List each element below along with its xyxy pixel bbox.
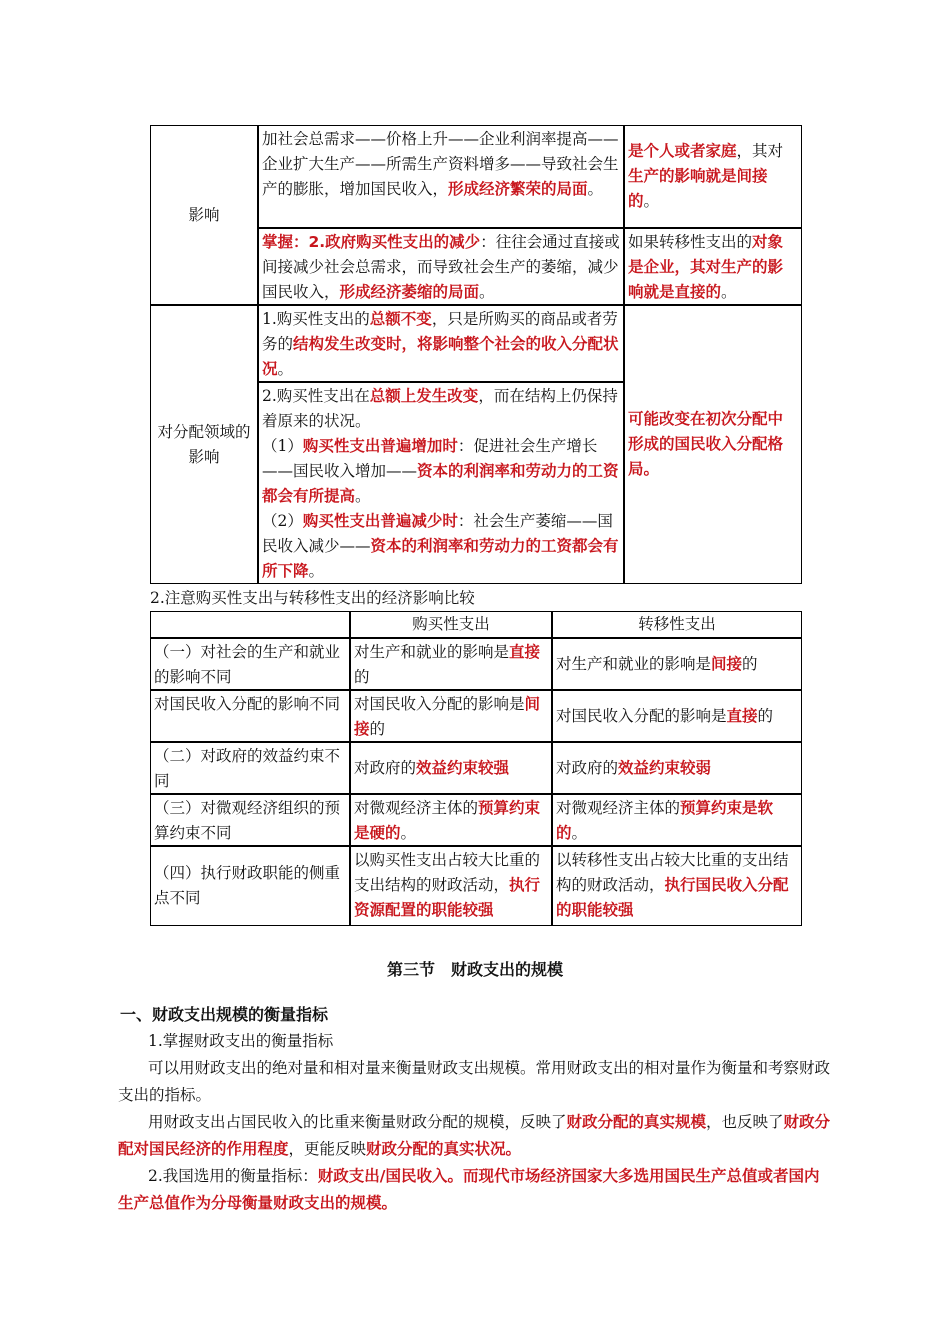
table-row-label: （三）对微观经济组织的预算约束不同 — [150, 794, 350, 846]
table-row-transfer: 以转移性支出占较大比重的支出结构的财政活动，执行国民收入分配的职能较强 — [552, 846, 802, 926]
subheading-master-indicators: 1.掌握财政支出的衡量指标 — [148, 1032, 334, 1050]
table-row-label: 对国民收入分配的影响不同 — [150, 690, 350, 742]
header-empty — [150, 611, 350, 638]
row-label-distribution: 对分配领域的影响 — [150, 305, 258, 584]
impact-transfer-enterprise-cell: 如果转移性支出的对象是企业，其对生产的影响就是直接的。 — [624, 228, 802, 305]
paragraph-absolute-relative: 可以用财政支出的绝对量和相对量来衡量财政支出规模。常用财政支出的相对量作为衡量和考察财政支出的指标。 — [118, 1059, 831, 1104]
table-row-transfer: 对生产和就业的影响是间接的 — [552, 638, 802, 690]
distribution-initial-cell: 可能改变在初次分配中形成的国民收入分配格局。 — [624, 305, 802, 584]
table-row-purchase: 以购买性支出占较大比重的支出结构的财政活动，执行资源配置的职能较强 — [350, 846, 552, 926]
header-purchase: 购买性支出 — [350, 611, 552, 638]
row-label-impact: 影响 — [150, 125, 258, 305]
table-row-purchase: 对微观经济主体的预算约束是硬的。 — [350, 794, 552, 846]
heading-measure-indicators: 一、财政支出规模的衡量指标 — [120, 1005, 329, 1024]
table-caption: 2.注意购买性支出与转移性支出的经济影响比较 — [150, 589, 475, 607]
table-row-purchase: 对生产和就业的影响是直接的 — [350, 638, 552, 690]
table-row-transfer: 对国民收入分配的影响是直接的 — [552, 690, 802, 742]
paragraph-ratio-income: 用财政支出占国民收入的比重来衡量财政分配的规模，反映了财政分配的真实规模，也反映了财政分配对国民经济的作用程度，更能反映财政分配的真实状况。 — [118, 1113, 831, 1158]
distribution-total-cell: 2.购买性支出在总额上发生改变，而在结构上仍保持着原来的状况。 （1）购买性支出普遍增加时：促进社会生产增长——国民收入增加——资本的利润率和劳动力的工资都会有所提高。 （2）购买性支出普遍减少时：社会生产萎缩——国民收入减少——资本的利润率和劳动力的工资都会有所下降。 — [258, 382, 624, 584]
table-row-label: （四）执行财政职能的侧重点不同 — [150, 846, 350, 926]
table-row-label: （二）对政府的效益约束不同 — [150, 742, 350, 794]
impact-transfer-household-cell: 是个人或者家庭，其对生产的影响就是间接的。 — [624, 125, 802, 228]
table-row-purchase: 对政府的效益约束较强 — [350, 742, 552, 794]
table-row-label: （一）对社会的生产和就业的影响不同 — [150, 638, 350, 690]
impact-increase-cell: 加社会总需求——价格上升——企业利润率提高——企业扩大生产——所需生产资料增多——导致社会生产的膨胀，增加国民收入，形成经济繁荣的局面。 — [258, 125, 624, 228]
distribution-structure-cell: 1.购买性支出的总额不变，只是所购买的商品或者劳务的结构发生改变时，将影响整个社会的收入分配状况。 — [258, 305, 624, 382]
impact-decrease-cell: 掌握：2.政府购买性支出的减少：往往会通过直接或间接减少社会总需求，而导致社会生产的萎缩，减少国民收入，形成经济萎缩的局面。 — [258, 228, 624, 305]
table-row-transfer: 对微观经济主体的预算约束是软的。 — [552, 794, 802, 846]
header-transfer: 转移性支出 — [552, 611, 802, 638]
table-row-purchase: 对国民收入分配的影响是间接的 — [350, 690, 552, 742]
paragraph-china-indicator: 2.我国选用的衡量指标：财政支出/国民收入。而现代市场经济国家大多选用国民生产总值或者国内生产总值作为分母衡量财政支出的规模。 — [118, 1167, 820, 1212]
table-row-transfer: 对政府的效益约束较弱 — [552, 742, 802, 794]
section-title: 第三节 财政支出的规模 — [386, 960, 563, 979]
